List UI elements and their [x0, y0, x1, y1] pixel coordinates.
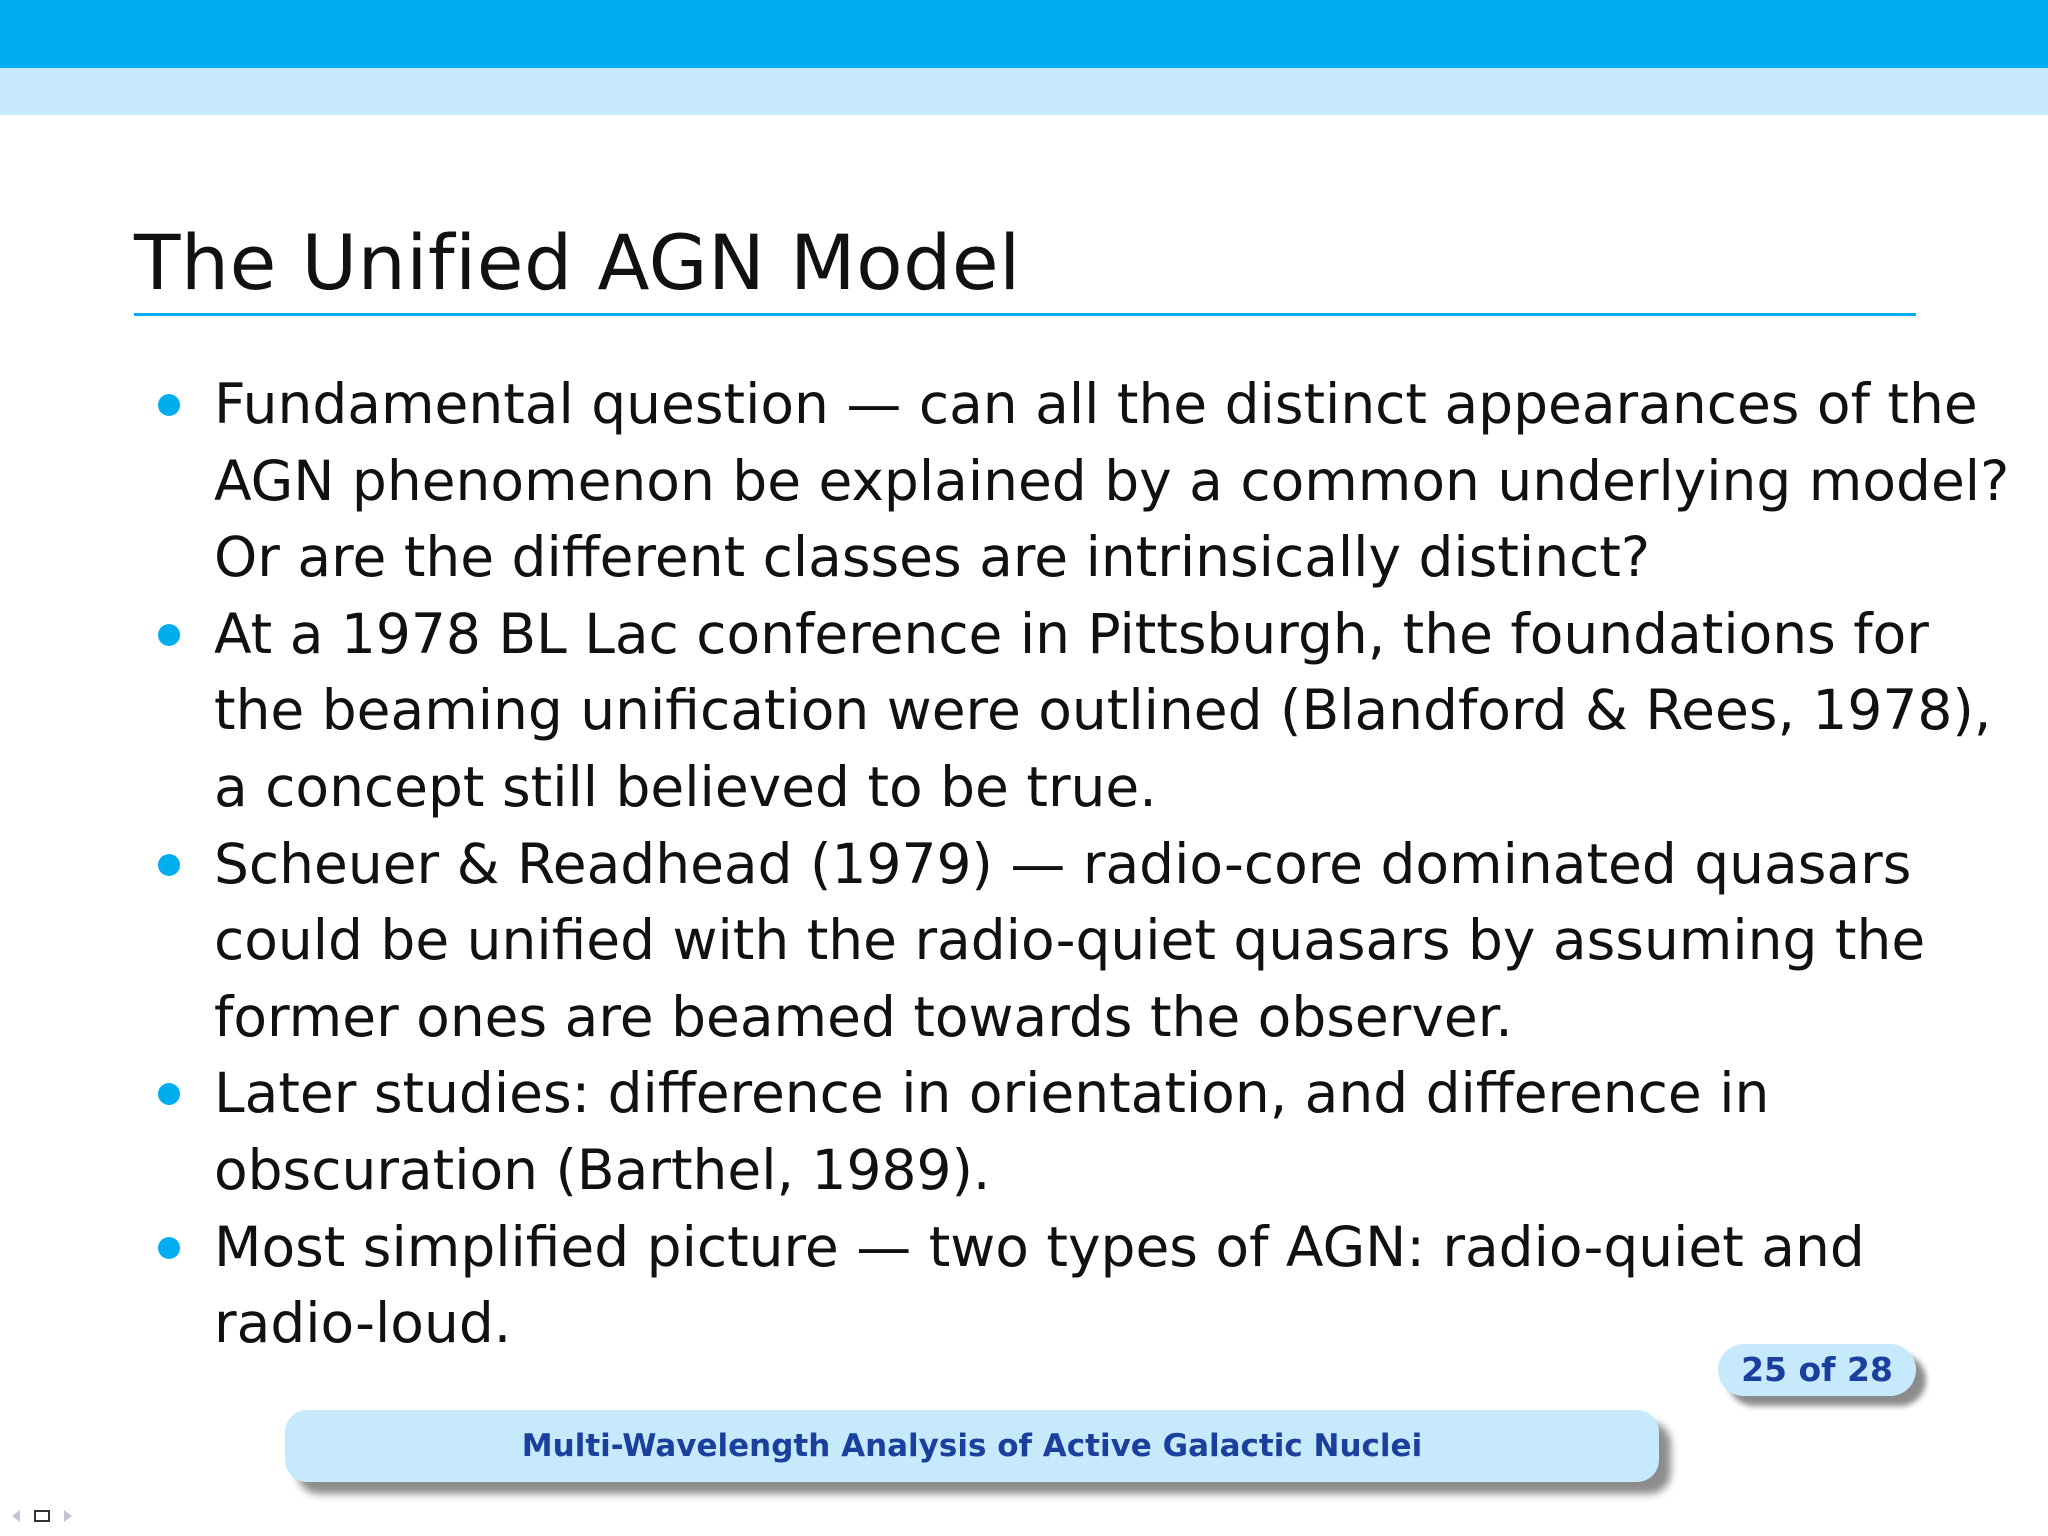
- navigation-controls: [12, 1504, 72, 1528]
- presentation-title: Multi-Wavelength Analysis of Active Galactic Nuclei: [285, 1410, 1659, 1482]
- bullet-item: [150, 826, 1926, 1056]
- bullet-line: Later studies: difference in orientation, and difference in: [214, 1061, 1770, 1126]
- bullet-item: [150, 366, 2010, 596]
- bullet-line: a concept still believed to be true.: [214, 754, 1157, 819]
- bullet-line: Fundamental question — can all the distinct appearances of the: [214, 372, 1978, 436]
- bullet-dot-icon: [158, 394, 180, 416]
- bullet-line: AGN phenomenon be explained by a common underlying model?: [214, 448, 2010, 513]
- bullet-line: could be unified with the radio-quiet quasars by assuming the: [214, 908, 1926, 973]
- title-underline: [134, 313, 1916, 316]
- bullet-item: [150, 1055, 1910, 1208]
- frame-icon[interactable]: [34, 1510, 50, 1522]
- bullet-dot-icon: [158, 854, 180, 876]
- bullet-item: [150, 1209, 1910, 1362]
- bullet-line: former ones are beamed towards the observer.: [214, 984, 1513, 1049]
- slide-title: The Unified AGN Model: [134, 218, 1021, 307]
- bullet-line: obscuration (Barthel, 1989).: [214, 1137, 991, 1202]
- bullet-item: [150, 596, 1992, 826]
- triangle-right-icon[interactable]: [64, 1510, 72, 1522]
- bullet-line: radio-loud.: [214, 1291, 512, 1356]
- bullet-dot-icon: [158, 1083, 180, 1105]
- bullet-dot-icon: [158, 1237, 180, 1259]
- bullet-list: [150, 366, 2010, 1362]
- page-indicator: 25 of 28: [1718, 1344, 1916, 1396]
- bullet-line: At a 1978 BL Lac conference in Pittsburgh, the foundations for: [214, 601, 1929, 666]
- header-bar: [0, 0, 2048, 68]
- header-subbar: [0, 68, 2048, 115]
- bullet-line: Most simplified picture — two types of AGN: radio-quiet and: [214, 1214, 1865, 1279]
- bullet-line: Or are the different classes are intrinsically distinct?: [214, 525, 1651, 590]
- bullet-line: the beaming unification were outlined (Blandford & Rees, 1978),: [214, 678, 1992, 743]
- bullet-dot-icon: [158, 624, 180, 646]
- triangle-left-icon[interactable]: [12, 1510, 20, 1522]
- bullet-line: Scheuer & Readhead (1979) — radio-core dominated quasars: [214, 831, 1912, 896]
